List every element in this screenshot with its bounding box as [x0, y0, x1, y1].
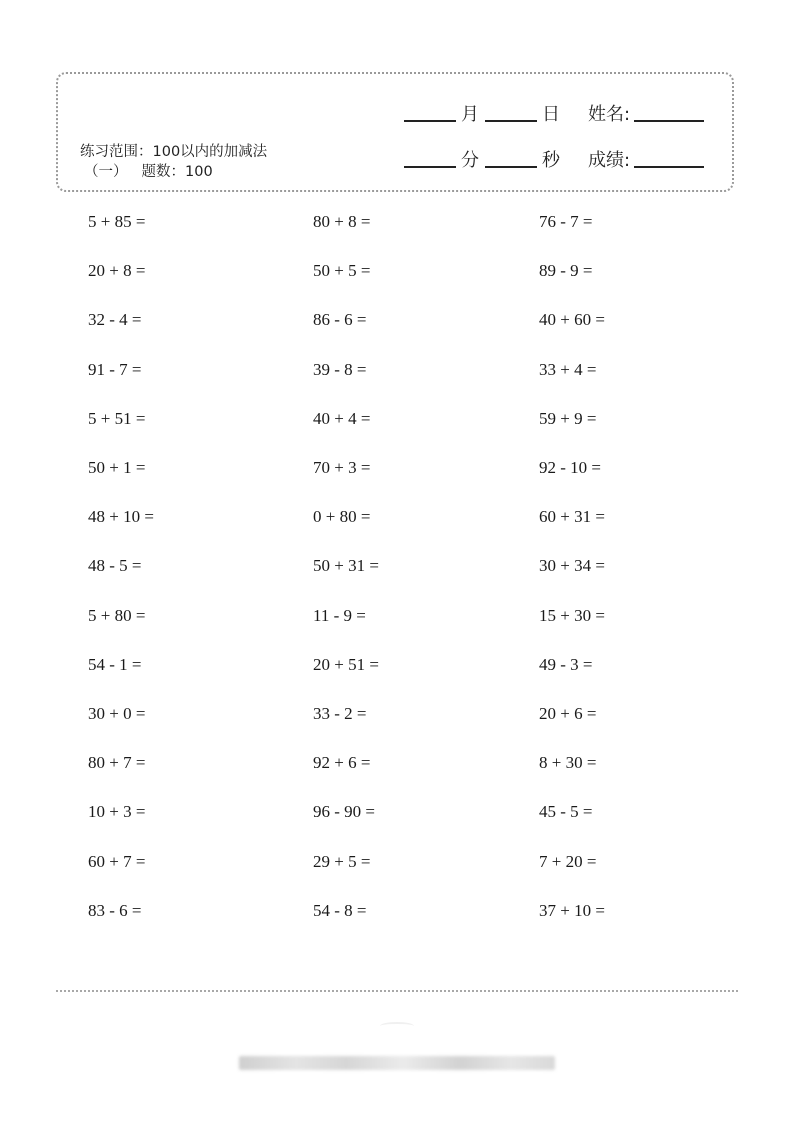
time-row: [404, 146, 704, 172]
section-count-line: [84, 162, 213, 182]
section-label: （一）: [84, 164, 128, 180]
problem-item: 20 + 6 =: [539, 704, 597, 723]
problem-item: 39 - 8 =: [313, 360, 367, 379]
problem-item: 7 + 20 =: [539, 852, 597, 871]
problem-item: 48 - 5 =: [88, 556, 142, 575]
problem-item: 45 - 5 =: [539, 802, 593, 821]
problem-item: 30 + 0 =: [88, 704, 146, 723]
problem-item: 11 - 9 =: [313, 606, 366, 625]
problem-item: 91 - 7 =: [88, 360, 142, 379]
problem-item: 83 - 6 =: [88, 901, 142, 920]
problem-item: 48 + 10 =: [88, 507, 154, 526]
problem-item: 40 + 60 =: [539, 310, 605, 329]
problem-item: 29 + 5 =: [313, 852, 371, 871]
second-label: 秒: [542, 150, 560, 171]
problem-count: 题数：100: [141, 164, 213, 180]
problem-item: 8 + 30 =: [539, 753, 597, 772]
problem-item: 92 - 10 =: [539, 458, 601, 477]
problem-item: 40 + 4 =: [313, 409, 371, 428]
date-row: [404, 100, 704, 126]
problem-item: 10 + 3 =: [88, 802, 146, 821]
problem-item: 20 + 8 =: [88, 261, 146, 280]
problem-item: 30 + 34 =: [539, 556, 605, 575]
problem-item: 89 - 9 =: [539, 261, 593, 280]
problem-item: 54 - 1 =: [88, 655, 142, 674]
problem-item: 37 + 10 =: [539, 901, 605, 920]
score-label: 成绩:: [588, 150, 631, 171]
problem-item: 60 + 7 =: [88, 852, 146, 871]
problem-item: 76 - 7 =: [539, 212, 593, 231]
problem-item: 50 + 31 =: [313, 556, 379, 575]
month-blank[interactable]: [404, 120, 456, 122]
score-blank[interactable]: [634, 166, 704, 168]
problem-item: 86 - 6 =: [313, 310, 367, 329]
day-blank[interactable]: [485, 120, 537, 122]
minute-label: 分: [461, 150, 479, 171]
problem-item: 92 + 6 =: [313, 753, 371, 772]
problem-item: 33 - 2 =: [313, 704, 367, 723]
worksheet-header: [56, 72, 734, 192]
problem-item: 80 + 8 =: [313, 212, 371, 231]
practice-range: 练习范围：100以内的加减法: [80, 144, 268, 160]
name-blank[interactable]: [634, 120, 704, 122]
problem-item: 80 + 7 =: [88, 753, 146, 772]
name-label: 姓名:: [588, 104, 631, 125]
footer-mark: [380, 1022, 414, 1030]
problem-item: 5 + 80 =: [88, 606, 146, 625]
problem-item: 50 + 5 =: [313, 261, 371, 280]
second-blank[interactable]: [485, 166, 537, 168]
problem-item: 54 - 8 =: [313, 901, 367, 920]
problem-item: 0 + 80 =: [313, 507, 371, 526]
problem-item: 32 - 4 =: [88, 310, 142, 329]
day-label: 日: [542, 104, 560, 125]
problem-item: 49 - 3 =: [539, 655, 593, 674]
footer-divider: [56, 990, 738, 992]
problem-item: 60 + 31 =: [539, 507, 605, 526]
problem-item: 15 + 30 =: [539, 606, 605, 625]
minute-blank[interactable]: [404, 166, 456, 168]
problem-item: 96 - 90 =: [313, 802, 375, 821]
footer-blurred-text: [239, 1056, 555, 1070]
month-label: 月: [461, 104, 479, 125]
problem-item: 50 + 1 =: [88, 458, 146, 477]
problem-item: 5 + 51 =: [88, 409, 146, 428]
problem-item: 33 + 4 =: [539, 360, 597, 379]
problem-item: 70 + 3 =: [313, 458, 371, 477]
problem-item: 20 + 51 =: [313, 655, 379, 674]
problem-item: 59 + 9 =: [539, 409, 597, 428]
problem-item: 5 + 85 =: [88, 212, 146, 231]
